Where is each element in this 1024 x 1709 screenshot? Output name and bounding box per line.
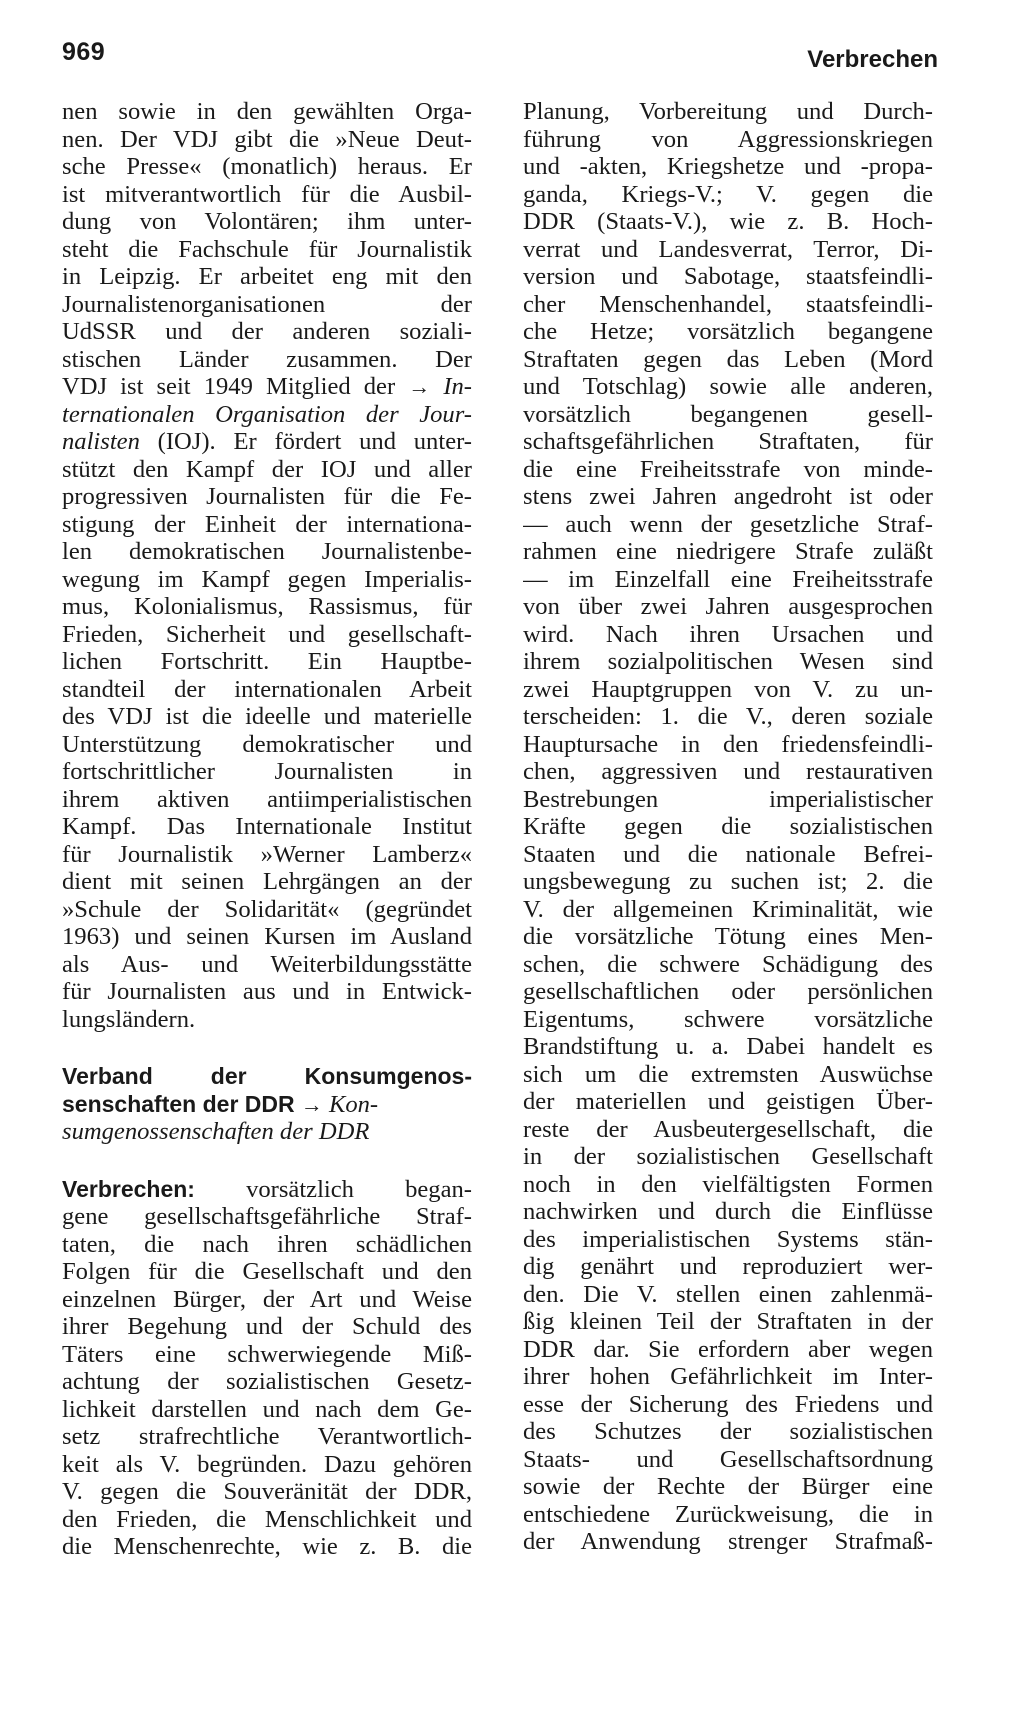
text-line: dient mit seinen Lehrgängen an der [62,868,472,895]
text-line: V. der allgemeinen Kriminalität, wie [523,895,933,923]
text-line: entschiedene Zurückweisung, die in [523,1500,933,1528]
text-line: Unterstützung demokratischer und [62,730,472,758]
text-line: 1963) und seinen Kursen im Ausland [62,923,472,950]
text-line: keit als V. begründen. Dazu gehören [62,1450,472,1478]
vdj-continuation-text [62,98,472,373]
text-line: für Journalistik »Werner Lamberz« [62,840,472,868]
verbrechen-text [62,1203,472,1561]
text-line: stens zwei Jahren angedroht ist oder [523,483,933,510]
text-line: steht die Fachschule für Journalistik [62,235,472,263]
cross-reference-text: Kon- [328,1090,379,1118]
text-line: ßig kleinen Teil der Straftaten in der [523,1308,933,1335]
text-line: den Frieden, die Menschlichkeit und [62,1505,472,1533]
entry-headword-line [62,1176,472,1204]
text-line [62,401,472,429]
text-line: Hauptursache in den friedensfeindli- [523,730,933,758]
text-line: und Totschlag) sowie alle anderen, [523,373,933,400]
cross-reference-text: In- [443,373,472,400]
text-line: che Hetze; vorsätzlich begangene [523,318,933,345]
text-line: die eine Freiheitsstrafe von minde- [523,455,933,483]
text-line: version und Sabotage, staatsfeindli- [523,263,933,290]
text-line: UdSSR und der anderen soziali- [62,318,472,345]
text-line: Frieden, Sicherheit und gesellschaft- [62,620,472,648]
text-line: progressiven Journalisten für die Fe- [62,483,472,510]
text-line: ihrer hohen Gefährlichkeit im Inter- [523,1363,933,1390]
text-line: sche Presse« (monatlich) heraus. Er [62,153,472,180]
text-line: des VDJ ist die ideelle und materielle [62,703,472,730]
text-line: DDR (Staats-V.), wie z. B. Hoch- [523,208,933,235]
text-line: V. gegen die Souveränität der DDR, [62,1478,472,1505]
text-line: dung von Volontären; ihm unter- [62,208,472,235]
text-line: führung von Aggressionskriegen [523,125,933,153]
text-fragment: (IOJ). Er fördert und unter- [157,428,472,455]
text-line: setz strafrechtliche Verantwortlich- [62,1423,472,1450]
text-line: taten, die nach ihren schädlichen [62,1230,472,1258]
text-line: — auch wenn der gesetzliche Straf- [523,510,933,538]
entry-headword-line [62,1091,472,1119]
text-line: standteil der internationalen Arbeit [62,675,472,703]
entry-headword-line [62,1063,472,1091]
text-line: DDR dar. Sie erfordern aber wegen [523,1335,933,1363]
text-line: lichen Fortschritt. Ein Hauptbe- [62,648,472,675]
text-line: terscheiden: 1. die V., deren soziale [523,703,933,730]
text-line: Staats- und Gesellschaftsordnung [523,1445,933,1473]
vdj-after-text [62,456,472,1006]
entry-spacer [62,1146,472,1176]
text-line: cher Menschenhandel, staatsfeindli- [523,290,933,318]
text-line [62,428,472,456]
text-line: Täters eine schwerwiegende Miß- [62,1340,472,1368]
text-line: noch in den vielfältigsten Formen [523,1170,933,1198]
text-line: chen, aggressiven und restaurativen [523,758,933,785]
text-line: sich um die extremsten Auswüchse [523,1060,933,1088]
text-line: stützt den Kampf der IOJ und aller [62,455,472,483]
text-line: ist mitverantwortlich für die Ausbil- [62,180,472,208]
text-line: für Journalisten aus und in Entwick- [62,978,472,1005]
text-line: des imperialistischen Systems stän- [523,1225,933,1253]
cross-reference-arrow: → [300,1091,323,1117]
text-line: achtung der sozialistischen Gesetz- [62,1368,472,1395]
text-line: lungsländern. [62,1005,196,1033]
cross-reference-text: sumgenossenschaften der DDR [62,1118,370,1145]
text-line: gesellschaftlichen oder persönlichen [523,978,933,1005]
text-line: — im Einzelfall eine Freiheitsstrafe [523,565,933,593]
text-line: ungsbewegung zu suchen ist; 2. die [523,868,933,895]
text-line: mus, Kolonialismus, Rassismus, für [62,593,472,620]
text-line: Straftaten gegen das Leben (Mord [523,345,933,373]
text-line [62,373,472,401]
text-line: rahmen eine niedrigere Strafe zuläßt [523,538,933,565]
text-line: der materiellen und geistigen Über- [523,1088,933,1115]
text-line: Kampf. Das Internationale Institut [62,813,472,840]
right-column [523,98,933,1556]
text-line: nen sowie in den gewählten Orga- [62,98,472,125]
verbrechen-continuation-text [523,98,933,1556]
text-line: die Menschenrechte, wie z. B. die [62,1533,472,1560]
text-line: Staaten und die nationale Befrei- [523,840,933,868]
text-line: als Aus- und Weiterbildungsstätte [62,950,472,978]
text-line: nachwirken und durch die Einflüsse [523,1198,933,1225]
text-line: stischen Länder zusammen. Der [62,345,472,373]
text-line: in Leipzig. Er arbeitet eng mit den [62,263,472,290]
headword: Verband der Konsumgenos- [62,1063,472,1089]
text-line: des Schutzes der sozialistischen [523,1418,933,1445]
text-line: Bestrebungen imperialistischer [523,785,933,813]
text-line: ihrer Begehung und der Schuld des [62,1313,472,1340]
text-line: fortschrittlicher Journalisten in [62,758,472,785]
left-column [62,98,472,1561]
text-line: Planung, Vorbereitung und Durch- [523,98,933,125]
text-line: die vorsätzliche Tötung eines Men- [523,923,933,950]
text-line: lichkeit darstellen und nach dem Ge- [62,1395,472,1423]
text-line: Eigentums, schwere vorsätzliche [523,1005,933,1033]
text-line: nen. Der VDJ gibt die »Neue Deut- [62,125,472,153]
text-line: gene gesellschaftsgefährliche Straf- [62,1203,472,1230]
text-fragment: vorsätzlich began- [246,1175,472,1203]
text-line: Kräfte gegen die sozialistischen [523,813,933,840]
text-line: reste der Ausbeutergesellschaft, die [523,1115,933,1143]
text-fragment: VDJ ist seit 1949 Mitglied der [62,373,396,400]
text-line: verrat und Landesverrat, Terror, Di- [523,235,933,263]
text-line: der Anwendung strenger Strafmaß- [523,1528,933,1555]
text-line: von über zwei Jahren ausgesprochen [523,593,933,620]
text-line: und -akten, Kriegshetze und -propa- [523,153,933,180]
text-line: Journalistenorganisationen der [62,290,472,318]
cross-reference-text: ternationalen Organisation der Jour- [62,400,472,428]
text-line: schen, die schwere Schädigung des [523,950,933,978]
headword: senschaften der DDR [62,1090,295,1117]
text-line: den. Die V. stellen einen zahlenmä- [523,1280,933,1308]
headword: Verbrechen: [62,1175,195,1202]
text-line: ihrem sozialpolitischen Wesen sind [523,648,933,675]
text-line: zwei Hauptgruppen von V. zu un- [523,675,933,703]
text-line: dig genährt und reproduziert wer- [523,1253,933,1280]
text-line: esse der Sicherung des Friedens und [523,1390,933,1418]
text-line: »Schule der Solidarität« (gegründet [62,895,472,923]
text-line: vorsätzlich begangenen gesell- [523,400,933,428]
cross-reference-text: nalisten [62,428,140,455]
entry-spacer [62,1033,472,1063]
text-line: in der sozialistischen Gesellschaft [523,1143,933,1170]
text-line: ganda, Kriegs-V.; V. gegen die [523,180,933,208]
text-line: einzelnen Bürger, der Art und Weise [62,1285,472,1313]
text-line: len demokratischen Journalistenbe- [62,538,472,565]
page-number: 969 [62,38,106,66]
text-line: stigung der Einheit der internationa- [62,510,472,538]
cross-reference-arrow: → [408,374,431,399]
text-line: wird. Nach ihren Ursachen und [523,620,933,648]
text-line: Brandstiftung u. a. Dabei handelt es [523,1033,933,1060]
text-line [62,1118,472,1146]
text-line: Folgen für die Gesellschaft und den [62,1258,472,1285]
text-line: ihrem aktiven antiimperialistischen [62,785,472,813]
text-line: wegung im Kampf gegen Imperialis- [62,565,472,593]
text-line: sowie der Rechte der Bürger eine [523,1473,933,1500]
text-line: schaftsgefährlichen Straftaten, für [523,428,933,455]
running-head: Verbrechen [807,46,938,73]
